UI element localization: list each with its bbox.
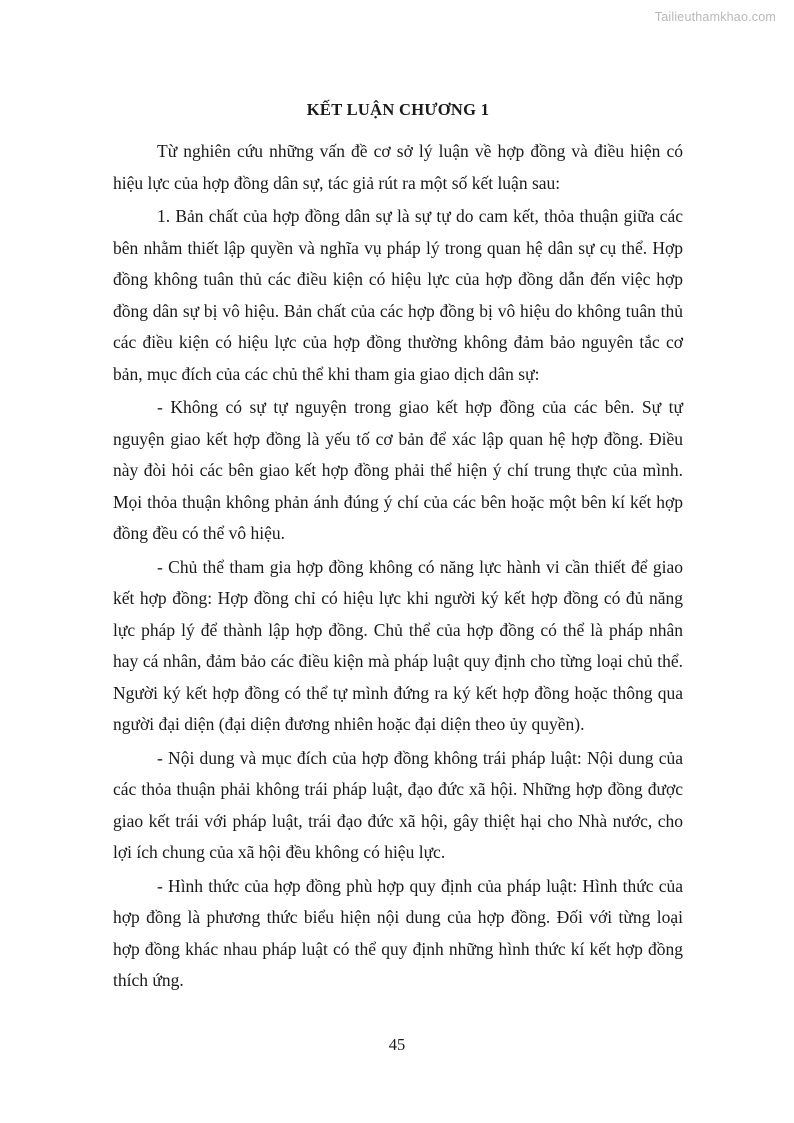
document-body [113, 100, 683, 999]
paragraph-4: - Chủ thể tham gia hợp đồng không có năng lực hành vi cần thiết để giao kết hợp đồng: Hợp đồng chỉ có hiệu lực khi người ký kết hợp đồng có đủ năng lực pháp lý để thành lập hợp đồng. Chủ thể của hợp đồng có thể là pháp nhân hay cá nhân, đảm bảo các điều kiện mà pháp luật quy định cho từng loại chủ thể. Người ký kết hợp đồng có thể tự mình đứng ra ký kết hợp đồng hoặc thông qua người đại diện (đại diện đương nhiên hoặc đại diện theo ủy quyền). [113, 556, 683, 734]
paragraph-3: - Không có sự tự nguyện trong giao kết hợp đồng của các bên. Sự tự nguyện giao kết hợp đồng là yếu tố cơ bản để xác lập quan hệ hợp đồng. Điều này đòi hỏi các bên giao kết hợp đồng phải thể hiện ý chí trung thực của mình. Mọi thỏa thuận không phản ánh đúng ý chí của các bên hoặc một bên kí kết hợp đồng đều có thể vô hiệu. [113, 397, 683, 543]
page-title: KẾT LUẬN CHƯƠNG 1 [306, 100, 490, 119]
paragraph-6: - Hình thức của hợp đồng phù hợp quy định của pháp luật: Hình thức của hợp đồng là phương thức biểu hiện nội dung của hợp đồng. Đối với từng loại hợp đồng khác nhau pháp luật có thể quy định những hình thức kí kết hợp đồng thích ứng. [113, 875, 683, 990]
watermark-text: Tailieuthamkhao.com [654, 10, 776, 24]
page-number: 45 [388, 1035, 406, 1054]
paragraph-2: 1. Bản chất của hợp đồng dân sự là sự tự do cam kết, thỏa thuận giữa các bên nhằm thiết lập quyền và nghĩa vụ pháp lý trong quan hệ dân sự cụ thể. Hợp đồng không tuân thủ các điều kiện có hiệu lực của hợp đồng dẫn đến việc hợp đồng dân sự bị vô hiệu. Bản chất của các hợp đồng bị vô hiệu do không tuân thủ các điều kiện có hiệu lực của hợp đồng thường không đảm bảo nguyên tắc cơ bản, mục đích của các chủ thể khi tham gia giao dịch dân sự: [113, 206, 683, 384]
paragraph-5: - Nội dung và mục đích của hợp đồng không trái pháp luật: Nội dung của các thỏa thuận phải không trái pháp luật, đạo đức xã hội. Những hợp đồng được giao kết trái với pháp luật, trái đạo đức xã hội, gây thiệt hại cho Nhà nước, cho lợi ích chung của xã hội đều không có hiệu lực. [113, 747, 683, 862]
paragraph-1: Từ nghiên cứu những vấn đề cơ sở lý luận về hợp đồng và điều hiện có hiệu lực của hợp đồng dân sự, tác giả rút ra một số kết luận sau: [113, 141, 683, 193]
